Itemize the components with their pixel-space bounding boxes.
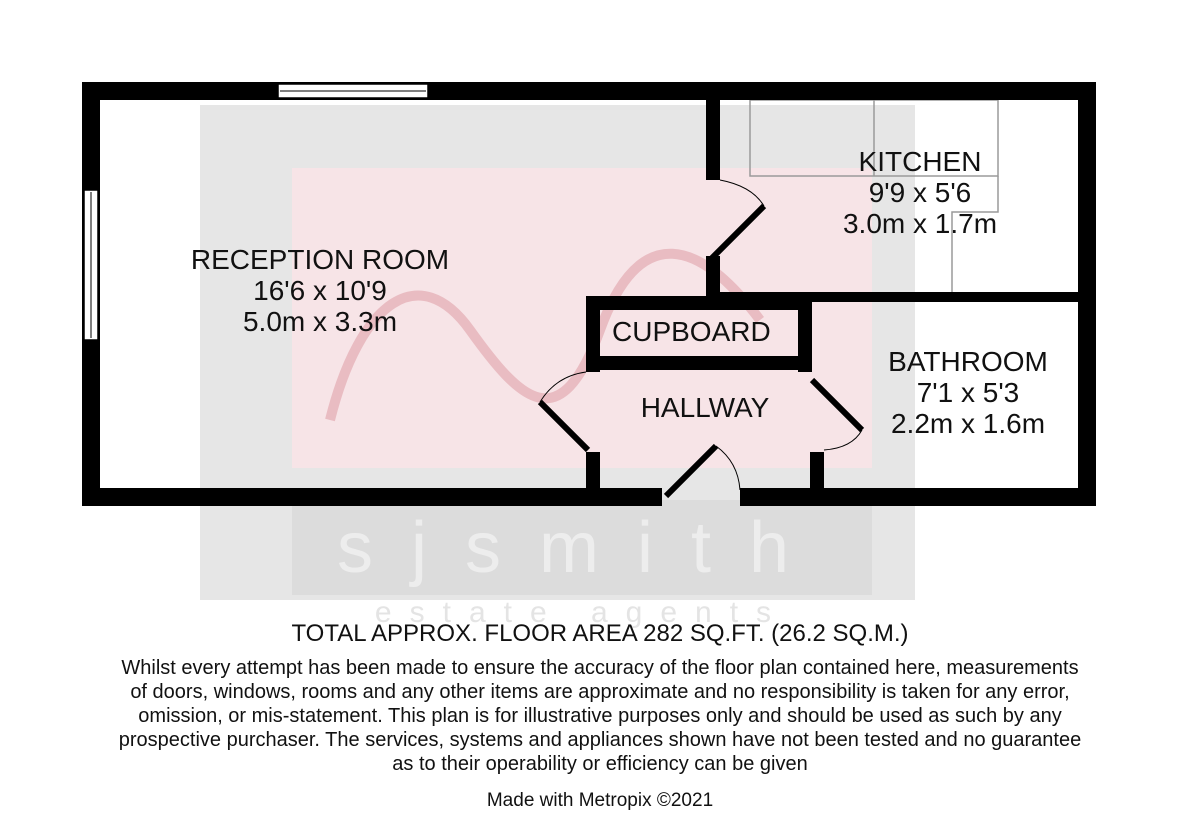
disclaimer-line: prospective purchaser. The services, systems and appliances shown have not been tested and no guarantee [118, 729, 1082, 751]
bathroom-metric: 2.2m x 1.6m [890, 408, 1046, 439]
bathroom-imperial: 7'1 x 5'3 [916, 377, 1020, 408]
disclaimer-line: omission, or mis-statement. This plan is for illustrative purposes only and should be used as such by any [138, 705, 1062, 727]
bathroom-name: BATHROOM [888, 346, 1048, 377]
bathroom-label [858, 346, 1078, 439]
disclaimer-line: as to their operability or efficiency can be given [392, 753, 808, 775]
kitchen-metric: 3.0m x 1.7m [842, 208, 998, 239]
wall-top [82, 82, 1096, 100]
cupboard-label: CUPBOARD [612, 316, 771, 347]
kitchen-name: KITCHEN [858, 146, 982, 177]
reception-room-metric: 5.0m x 3.3m [242, 306, 398, 337]
wall-hallway-left [586, 452, 600, 502]
reception-room-imperial: 16'6 x 10'9 [253, 275, 387, 306]
wall-bottom-right [740, 488, 1096, 506]
reception-room-name: RECEPTION ROOM [190, 244, 450, 275]
hallway-label: HALLWAY [640, 392, 770, 423]
disclaimer-line: Whilst every attempt has been made to ensure the accuracy of the floor plan contained here, measurements [121, 657, 1079, 679]
total-floor-area: TOTAL APPROX. FLOOR AREA 282 SQ.FT. (26.2 SQ.M.) [291, 620, 909, 647]
wall-kitchen-lower [706, 256, 720, 296]
watermark-brand: sjsmith [336, 508, 828, 588]
wall-kitchen-upper [706, 82, 720, 180]
disclaimer [40, 656, 1160, 776]
metropix-credit: Made with Metropix ©2021 [486, 790, 714, 811]
watermark-tagline: estate agents [374, 596, 790, 629]
kitchen-label [810, 146, 1030, 239]
cupboard-bottom [586, 356, 812, 370]
kitchen-imperial: 9'9 x 5'6 [868, 177, 972, 208]
reception-room-label [150, 244, 490, 337]
wall-hallway-right [810, 452, 824, 502]
cupboard-top [586, 296, 812, 310]
wall-bottom-left [82, 488, 662, 506]
disclaimer-line: of doors, windows, rooms and any other items are approximate and no responsibility is taken for any error, [130, 681, 1070, 703]
